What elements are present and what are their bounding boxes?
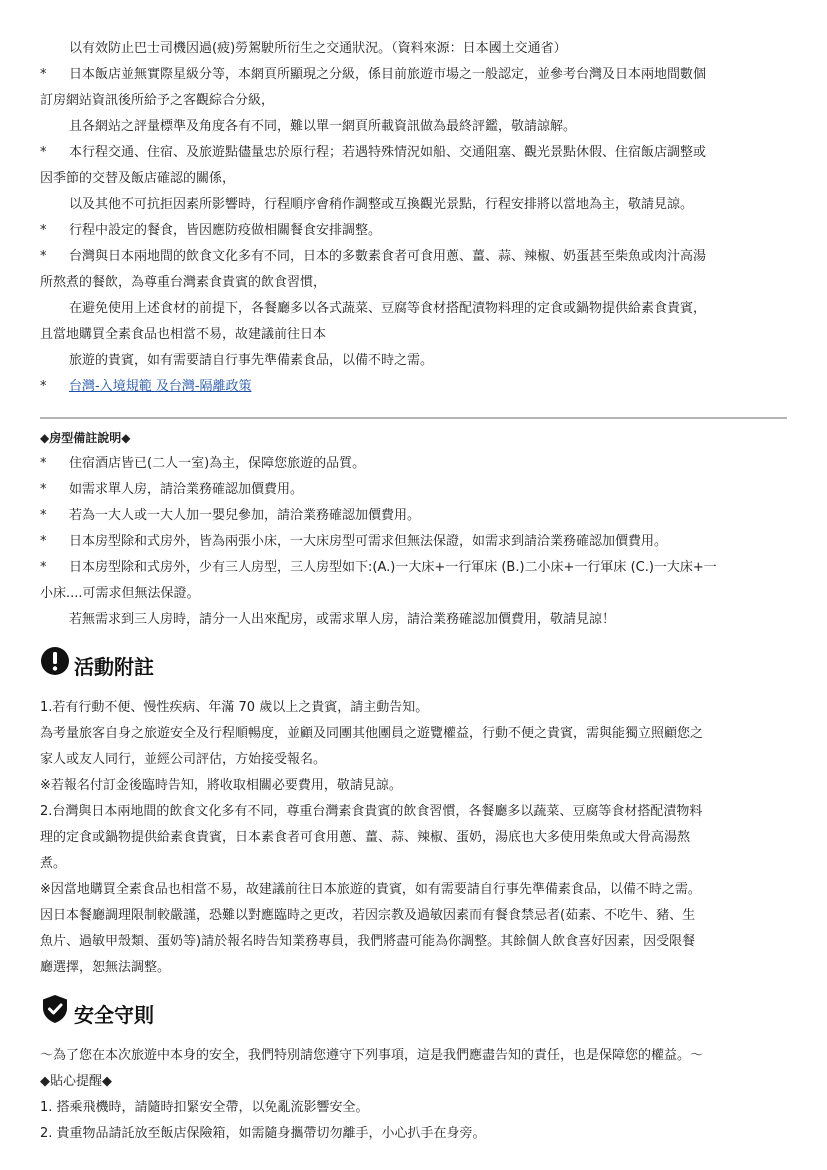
activity-line: ※因當地購買全素食品也相當不易，故建議前往日本旅遊的貴賓，如有需要請自行事先準備素食品，以備不時之需。: [40, 882, 701, 897]
bullet-star: *: [40, 534, 47, 549]
entry-policy-link[interactable]: 台灣-入境規範 及台灣-隔離政策: [69, 379, 252, 394]
bullet-star: *: [40, 67, 47, 82]
safety-item: 2. 貴重物品請託放至飯店保險箱，如需隨身攜帶切勿離手，小心扒手在身旁。: [40, 1126, 486, 1141]
safety-rules-header: [40, 995, 787, 1035]
room-text: 日本房型除和式房外，皆為兩張小床，一大床房型可需求但無法保證，如需求到請洽業務確認加價費用。: [69, 534, 668, 549]
activity-line: ※若報名付訂金後臨時告知，將收取相關必要費用，敬請見諒。: [40, 778, 402, 793]
note-line: 因季節的交替及飯店確認的關係，: [40, 171, 236, 186]
note-line: 所熬煮的餐飲，為尊重台灣素食貴賓的飲食習慣，: [40, 275, 327, 290]
bullet-star: *: [40, 456, 47, 471]
activity-line: 因日本餐廳調理限制較嚴謹，恐難以對應臨時之更改，若因宗教及過敏因素而有餐食禁忌者(茹素、不吃牛、豬、生: [40, 908, 696, 923]
room-bullet-line: [40, 477, 787, 503]
note-text: 台灣與日本兩地間的飲食文化多有不同，日本的多數素食者可食用蔥、薑、蒜、辣椒、奶蛋甚至柴魚或肉汁高湯: [69, 249, 707, 264]
activity-line: 魚片、過敏甲殼類、蛋奶等)請於報名時告知業務專員，我們將盡可能為你調整。其餘個人飲食喜好因素，因受限餐: [40, 934, 696, 949]
safety-rules-title: 安全守則: [74, 1003, 154, 1027]
note-line: 訂房網站資訊後所給予之客觀綜合分級，: [40, 93, 275, 108]
activity-line: 理的定食或鍋物提供給素食貴賓，日本素食者可食用蔥、薑、蒜、辣椒、蛋奶，湯底也大多使用柴魚或大骨高湯熬: [40, 830, 691, 845]
bullet-star: *: [40, 249, 47, 264]
note-line: 在避免使用上述食材的前提下，各餐廳多以各式蔬菜、豆腐等食材搭配漬物料理的定食或鍋物提供給素食貴賓，: [69, 301, 707, 316]
note-line: 旅遊的貴賓，如有需要請自行事先準備素食品，以備不時之需。: [69, 353, 434, 368]
note-line: 以及其他不可抗拒因素所影響時，行程順序會稍作調整或互換觀光景點，行程安排將以當地為主，敬請見諒。: [69, 197, 694, 212]
bullet-star: *: [40, 145, 47, 160]
safety-item: 1. 搭乘飛機時，請隨時扣緊安全帶，以免亂流影響安全。: [40, 1100, 369, 1115]
room-line: 若無需求到三人房時，請分一人出來配房，或需求單人房，請洽業務確認加價費用，敬請見諒！: [69, 612, 616, 627]
activity-line: 2.台灣與日本兩地間的飲食文化多有不同，尊重台灣素食貴賓的飲食習慣，各餐廳多以蔬菜、豆腐等食材搭配漬物料: [40, 804, 703, 819]
note-bullet-line: [40, 244, 787, 270]
room-text: 住宿酒店皆已(二人一室)為主，保障您旅遊的品質。: [69, 456, 366, 471]
activity-notes-body: [40, 695, 787, 981]
room-text: 日本房型除和式房外，少有三人房型，三人房型如下:(A.)一大床+一行軍床 (B.)二小床+一行軍床 (C.)一大床+一: [69, 560, 717, 575]
note-line: 以有效防止巴士司機因過(疲)勞駕駛所衍生之交通狀況。（資料來源：日本國土交通省）: [69, 41, 567, 56]
activity-line: 煮。: [40, 856, 67, 871]
note-line: 且當地購買全素食品也相當不易，故建議前往日本: [40, 327, 327, 342]
activity-line: 家人或友人同行，並經公司評估，方始接受報名。: [40, 752, 327, 767]
activity-line: 1.若有行動不便、慢性疾病、年滿 70 歲以上之貴賓，請主動告知。: [40, 700, 429, 715]
exclamation-circle-icon: [40, 646, 70, 676]
note-text: 日本飯店並無實際星級分等，本網頁所顯現之分級，係目前旅遊市場之一般認定，並參考台灣及日本兩地間數個: [69, 67, 707, 82]
room-bullet-line: [40, 451, 787, 477]
room-text: 若為一大人或一大人加一嬰兒參加，請洽業務確認加價費用。: [69, 508, 421, 523]
note-text: 行程中設定的餐食，皆因應防疫做相關餐食安排調整。: [69, 223, 382, 238]
safety-intro: ～為了您在本次旅遊中本身的安全，我們特別請您遵守下列事項，這是我們應盡告知的責任，也是保障您的權益。～: [40, 1048, 704, 1063]
note-bullet-line: [40, 62, 787, 88]
room-line: 小床....可需求但無法保證。: [40, 586, 200, 601]
bullet-star: *: [40, 482, 47, 497]
tour-notes: [40, 0, 787, 400]
section-divider: [40, 417, 787, 419]
bullet-star: *: [40, 379, 47, 394]
bullet-star: *: [40, 223, 47, 238]
note-line: 且各網站之評量標準及角度各有不同，難以單一網頁所載資訊做為最終評鑑，敬請諒解。: [69, 119, 577, 134]
safety-rules-body: [40, 1043, 787, 1147]
activity-notes-header: [40, 647, 787, 687]
room-text: 如需求單人房，請洽業務確認加價費用。: [69, 482, 304, 497]
bullet-star: *: [40, 560, 47, 575]
activity-notes-title: 活動附註: [74, 655, 154, 679]
room-notes: [40, 425, 787, 633]
room-bullet-line: [40, 555, 787, 581]
reminder-heading: ◆貼心提醒◆: [40, 1074, 112, 1089]
room-bullet-line: [40, 529, 787, 555]
note-text: 本行程交通、住宿、及旅遊點儘量忠於原行程；若遇特殊情況如船、交通阻塞、觀光景點休假、住宿飯店調整或: [69, 145, 707, 160]
note-bullet-line: [40, 140, 787, 166]
activity-line: 廳選擇，恕無法調整。: [40, 960, 171, 975]
room-notes-heading: ◆房型備註說明◆: [40, 431, 131, 445]
note-bullet-line: [40, 374, 787, 400]
activity-line: 為考量旅客自身之旅遊安全及行程順暢度，並顧及同團其他團員之遊覽權益，行動不便之貴賓，需與能獨立照顧您之: [40, 726, 704, 741]
room-bullet-line: [40, 503, 787, 529]
bullet-star: *: [40, 508, 47, 523]
note-bullet-line: [40, 218, 787, 244]
shield-check-icon: [40, 994, 70, 1024]
